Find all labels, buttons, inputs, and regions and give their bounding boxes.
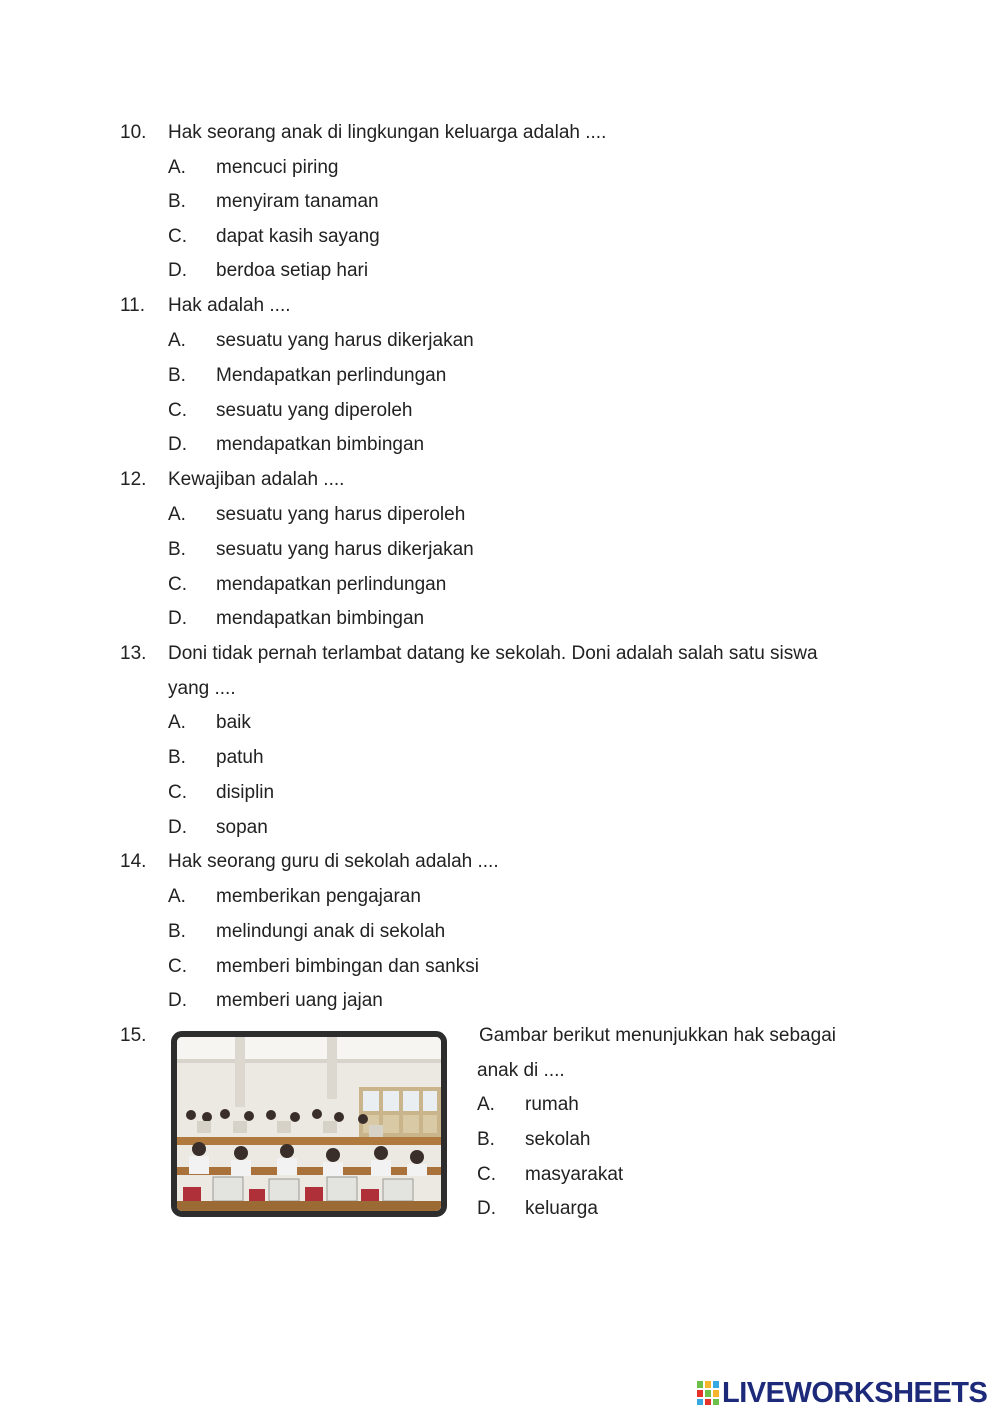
- option-text[interactable]: sesuatu yang harus dikerjakan: [216, 330, 474, 351]
- option-text[interactable]: mendapatkan perlindungan: [216, 574, 447, 595]
- question-number: 11.: [120, 295, 146, 316]
- option-text[interactable]: baik: [216, 712, 251, 733]
- option-letter: B.: [477, 1129, 495, 1150]
- option-letter: D.: [168, 434, 187, 455]
- question-text: Kewajiban adalah ....: [168, 469, 345, 490]
- option-letter: C.: [168, 782, 187, 803]
- option-letter: D.: [168, 260, 187, 281]
- option-letter: B.: [168, 539, 186, 560]
- liveworksheets-logo-icon: [697, 1381, 719, 1405]
- question-text: Gambar berikut menunjukkan hak sebagai: [479, 1025, 836, 1046]
- question-text: Doni tidak pernah terlambat datang ke sekolah. Doni adalah salah satu siswa: [168, 643, 818, 664]
- question-number: 10.: [120, 122, 147, 143]
- option-text[interactable]: sesuatu yang harus diperoleh: [216, 504, 466, 525]
- question-text-continued: yang ....: [168, 678, 236, 699]
- option-text[interactable]: Mendapatkan perlindungan: [216, 365, 447, 386]
- option-text[interactable]: sesuatu yang harus dikerjakan: [216, 539, 474, 560]
- question-text: Hak seorang anak di lingkungan keluarga adalah ....: [168, 122, 607, 143]
- question-number: 14.: [120, 851, 147, 872]
- option-letter: A.: [168, 504, 186, 525]
- option-letter: C.: [168, 400, 187, 421]
- option-text[interactable]: memberi bimbingan dan sanksi: [216, 956, 479, 977]
- option-letter: D.: [477, 1198, 496, 1219]
- option-text[interactable]: menyiram tanaman: [216, 191, 379, 212]
- liveworksheets-logo: [697, 1376, 987, 1410]
- option-letter: B.: [168, 747, 186, 768]
- option-text[interactable]: masyarakat: [525, 1164, 624, 1185]
- option-text[interactable]: mencuci piring: [216, 157, 339, 178]
- option-text[interactable]: sopan: [216, 817, 268, 838]
- classroom-photo: [171, 1031, 447, 1217]
- option-text[interactable]: sekolah: [525, 1129, 591, 1150]
- option-text[interactable]: keluarga: [525, 1198, 598, 1219]
- option-letter: C.: [477, 1164, 496, 1185]
- option-text[interactable]: rumah: [525, 1094, 579, 1115]
- option-letter: B.: [168, 921, 186, 942]
- option-letter: C.: [168, 956, 187, 977]
- option-letter: A.: [168, 886, 186, 907]
- question-text: Hak seorang guru di sekolah adalah ....: [168, 851, 499, 872]
- question-text: Hak adalah ....: [168, 295, 291, 316]
- option-text[interactable]: mendapatkan bimbingan: [216, 434, 425, 455]
- option-letter: C.: [168, 226, 187, 247]
- option-text[interactable]: disiplin: [216, 782, 275, 803]
- question-text-continued: anak di ....: [477, 1060, 565, 1081]
- option-text[interactable]: patuh: [216, 747, 264, 768]
- option-text[interactable]: melindungi anak di sekolah: [216, 921, 446, 942]
- option-letter: B.: [168, 365, 186, 386]
- option-text[interactable]: memberi uang jajan: [216, 990, 383, 1011]
- option-letter: D.: [168, 990, 187, 1011]
- option-letter: A.: [168, 330, 186, 351]
- option-text[interactable]: berdoa setiap hari: [216, 260, 369, 281]
- question-number: 12.: [120, 469, 147, 490]
- option-text[interactable]: sesuatu yang diperoleh: [216, 400, 413, 421]
- option-letter: D.: [168, 608, 187, 629]
- option-letter: D.: [168, 817, 187, 838]
- liveworksheets-brand: LIVEWORKSHEETS: [722, 1376, 988, 1409]
- option-text[interactable]: mendapatkan bimbingan: [216, 608, 425, 629]
- option-text[interactable]: memberikan pengajaran: [216, 886, 421, 907]
- question-number: 13.: [120, 643, 147, 664]
- option-text[interactable]: dapat kasih sayang: [216, 226, 380, 247]
- option-letter: C.: [168, 574, 187, 595]
- option-letter: A.: [168, 712, 186, 733]
- option-letter: B.: [168, 191, 186, 212]
- question-number: 15.: [120, 1025, 147, 1046]
- option-letter: A.: [477, 1094, 495, 1115]
- option-letter: A.: [168, 157, 186, 178]
